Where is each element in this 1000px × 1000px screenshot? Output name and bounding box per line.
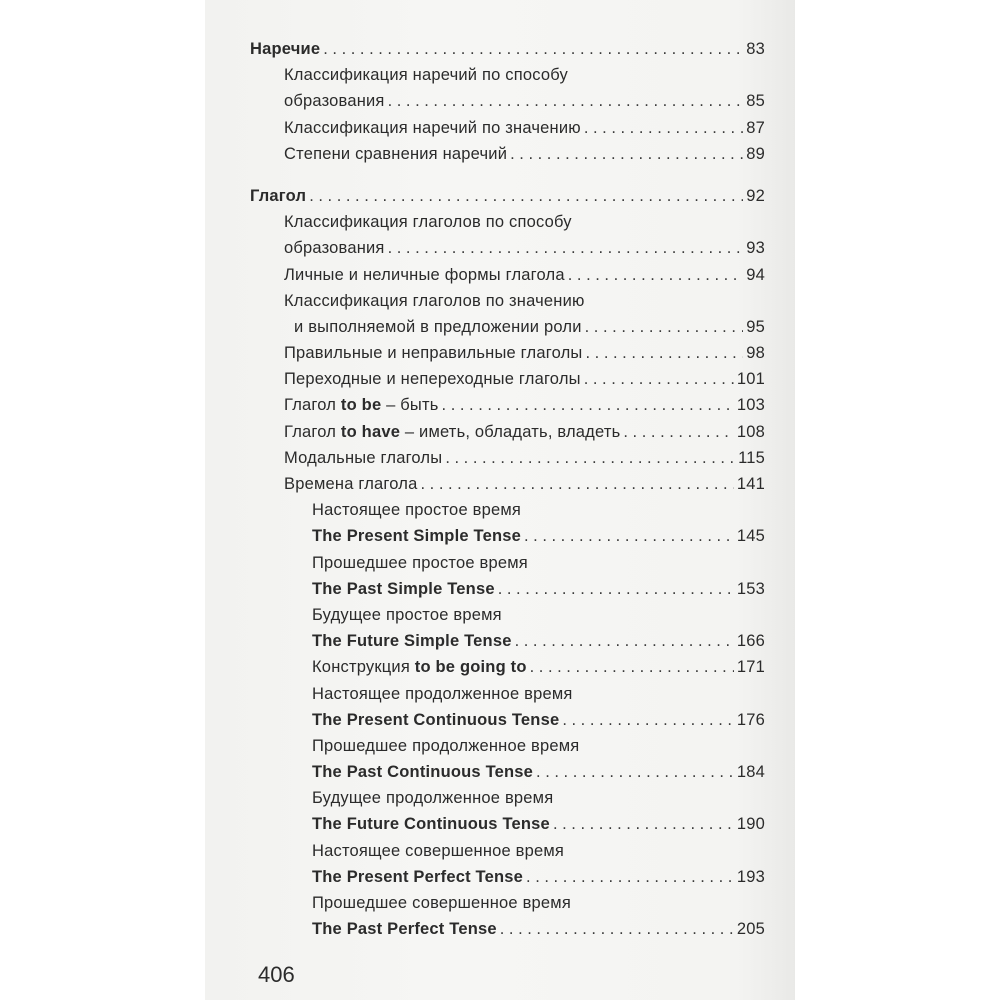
toc-entry-title — [312, 842, 564, 861]
toc-page-number: 87 — [746, 118, 765, 137]
toc-entry-title-part: Наречие — [250, 40, 321, 58]
toc-entry — [250, 475, 765, 501]
toc-entry — [250, 606, 765, 632]
dot-leader — [388, 92, 744, 111]
toc-entry — [250, 239, 765, 265]
table-of-contents — [250, 40, 765, 946]
toc-entry-title-part: The Future Continuous Tense — [312, 815, 550, 834]
toc-entry-title — [284, 213, 572, 232]
toc-entry-title-part: Будущее продолженное время — [312, 789, 554, 808]
toc-entry-title-part: Настоящее совершенное время — [312, 841, 565, 860]
toc-entry-title — [312, 554, 528, 573]
toc-entry-title-part: Глагол — [284, 396, 341, 415]
toc-entry-title-part: Классификация глаголов по способу — [284, 213, 572, 232]
toc-entry-title-part: Прошедшее продолженное время — [312, 736, 580, 755]
toc-entry — [250, 501, 765, 527]
toc-entry-title — [312, 527, 521, 546]
dot-leader — [530, 658, 734, 677]
toc-entry — [250, 763, 765, 789]
toc-entry-title — [312, 658, 527, 677]
dot-leader — [498, 580, 734, 599]
dot-leader — [524, 527, 734, 546]
toc-entry — [250, 318, 765, 344]
toc-entry — [250, 423, 765, 449]
toc-entry — [250, 292, 765, 318]
toc-entry — [250, 842, 765, 868]
toc-page-number: 166 — [736, 632, 765, 651]
toc-entry-title — [294, 318, 582, 337]
dot-leader — [584, 370, 734, 389]
dot-leader — [536, 763, 734, 782]
toc-page-number: 101 — [736, 370, 765, 389]
toc-entry-title-part: Переходные и непереходные глаголы — [284, 370, 581, 389]
toc-entry-title-part: to have — [340, 422, 401, 441]
toc-entry-title — [284, 423, 620, 442]
toc-entry — [250, 449, 765, 475]
toc-entry-title-part: Классификация глаголов по значению — [284, 291, 585, 310]
toc-entry-title — [312, 711, 559, 730]
dot-leader — [568, 266, 743, 285]
toc-entry-title-part: Конструкция — [312, 658, 415, 677]
dot-leader — [421, 475, 734, 494]
dot-leader — [515, 632, 734, 651]
toc-entry-title — [284, 475, 418, 494]
dot-leader — [553, 815, 734, 834]
toc-entry — [250, 789, 765, 815]
toc-entry — [250, 66, 765, 92]
toc-entry-title-part: образования — [284, 239, 385, 258]
toc-entry-title — [284, 239, 385, 258]
toc-entry-title — [284, 344, 582, 363]
dot-leader — [584, 119, 743, 138]
toc-entry-title — [312, 868, 523, 887]
dot-leader — [585, 344, 743, 363]
dot-leader — [510, 145, 743, 164]
toc-entry — [250, 920, 765, 946]
toc-entry — [250, 894, 765, 920]
toc-entry-title-part: Глагол — [250, 186, 307, 205]
toc-page-number: 103 — [736, 396, 765, 415]
toc-entry — [250, 658, 765, 684]
toc-entry-title-part: Личные и неличные формы глагола — [284, 265, 565, 284]
toc-entry-title — [312, 894, 571, 913]
toc-entry — [250, 213, 765, 239]
toc-entry — [250, 344, 765, 370]
toc-entry-title — [250, 187, 306, 206]
toc-entry-title-part: Прошедшее совершенное время — [312, 894, 571, 912]
toc-entry-title — [284, 370, 581, 389]
toc-entry-title — [284, 396, 439, 415]
toc-page-number: 205 — [736, 920, 765, 939]
toc-entry-title-part: – иметь, обладать, владеть — [400, 422, 621, 441]
toc-entry-title-part: Прошедшее простое время — [312, 553, 528, 572]
toc-entry — [250, 119, 765, 145]
toc-entry-title-part: – быть — [381, 396, 439, 415]
toc-page-number: 190 — [736, 815, 765, 834]
toc-page-number: 145 — [736, 527, 765, 546]
toc-entry — [250, 737, 765, 763]
toc-entry-title-part: to be — [340, 396, 382, 415]
toc-page-number: 171 — [736, 658, 765, 677]
toc-entry-title-part: The Present Simple Tense — [312, 527, 521, 546]
toc-entry-title — [250, 40, 320, 59]
toc-entry-title — [312, 789, 553, 808]
toc-entry-title-part: Классификация наречий по значению — [284, 118, 581, 137]
toc-entry-title — [312, 632, 512, 651]
toc-entry — [250, 580, 765, 606]
dot-leader — [309, 187, 743, 206]
toc-entry-title-part: Степени сравнения наречий — [284, 144, 508, 163]
toc-entry-title — [312, 920, 497, 939]
toc-entry-title — [284, 145, 507, 164]
toc-page-number: 92 — [746, 186, 765, 205]
dot-leader — [388, 239, 744, 258]
toc-entry — [250, 815, 765, 841]
dot-leader — [500, 920, 734, 939]
toc-entry-title-part: Классификация наречий по способу — [284, 66, 568, 85]
dot-leader — [623, 423, 733, 442]
toc-entry-title — [284, 92, 385, 111]
toc-page-number: 83 — [746, 40, 765, 58]
dot-leader — [562, 711, 734, 730]
toc-entry — [250, 92, 765, 118]
toc-entry — [250, 632, 765, 658]
toc-entry-title — [312, 737, 579, 756]
toc-page-number: 153 — [736, 579, 765, 598]
toc-entry-title-part: The Past Perfect Tense — [312, 920, 497, 939]
dot-leader — [442, 396, 734, 415]
toc-page-number: 93 — [746, 239, 765, 258]
toc-entry — [250, 370, 765, 396]
toc-entry-title — [312, 501, 521, 520]
toc-entry-title-part: The Present Perfect Tense — [312, 867, 524, 886]
toc-page-number: 94 — [746, 265, 765, 284]
toc-page-number: 193 — [736, 867, 765, 886]
toc-entry-title — [312, 580, 495, 599]
toc-entry — [250, 527, 765, 553]
toc-page-number: 184 — [736, 763, 765, 782]
toc-section — [250, 187, 765, 213]
toc-page-number: 85 — [746, 92, 765, 111]
toc-entry-title-part: Глагол — [284, 422, 341, 441]
toc-entry-title-part: Модальные глаголы — [284, 448, 443, 467]
toc-entry-title — [284, 449, 442, 468]
toc-entry-title-part: The Present Continuous Tense — [312, 710, 560, 729]
toc-entry — [250, 554, 765, 580]
toc-entry — [250, 396, 765, 422]
toc-entry-title-part: Правильные и неправильные глаголы — [284, 344, 583, 363]
toc-entry-title-part: Будущее простое время — [312, 605, 502, 624]
toc-entry-title-part: Времена глагола — [284, 475, 418, 493]
toc-entry — [250, 711, 765, 737]
toc-entry-title — [284, 66, 568, 85]
toc-entry-title — [284, 292, 585, 311]
page-number: 406 — [258, 962, 295, 987]
toc-page-number: 95 — [746, 317, 765, 336]
dot-leader — [445, 449, 735, 468]
toc-entry-title-part: The Past Continuous Tense — [312, 763, 534, 782]
toc-entry-title-part: и выполняемой в предложении роли — [294, 317, 582, 336]
toc-entry-title — [312, 685, 573, 704]
toc-page-number: 141 — [736, 475, 765, 493]
toc-entry-title — [312, 763, 533, 782]
toc-entry — [250, 266, 765, 292]
toc-entry — [250, 868, 765, 894]
toc-entry-title-part: The Future Simple Tense — [312, 632, 512, 651]
toc-page-number: 176 — [736, 710, 765, 729]
toc-entry-title-part: Настоящее простое время — [312, 501, 521, 520]
toc-entry-title-part: The Past Simple Tense — [312, 579, 495, 598]
toc-entry — [250, 145, 765, 171]
toc-entry-title-part: Настоящее продолженное время — [312, 684, 573, 703]
toc-page-number: 89 — [746, 144, 765, 163]
toc-entry-title-part: образования — [284, 92, 385, 111]
toc-page-number: 108 — [736, 422, 765, 441]
toc-entry-title — [312, 606, 502, 625]
toc-entry-title — [284, 119, 581, 138]
dot-leader — [585, 318, 744, 337]
dot-leader — [323, 40, 743, 59]
toc-entry-title — [284, 266, 565, 285]
toc-page-number: 98 — [746, 344, 765, 363]
toc-entry-title — [312, 815, 550, 834]
toc-entry — [250, 685, 765, 711]
toc-section — [250, 40, 765, 66]
toc-entry-title-part: to be going to — [414, 658, 527, 677]
dot-leader — [526, 868, 734, 887]
toc-page-number: 115 — [738, 448, 765, 467]
